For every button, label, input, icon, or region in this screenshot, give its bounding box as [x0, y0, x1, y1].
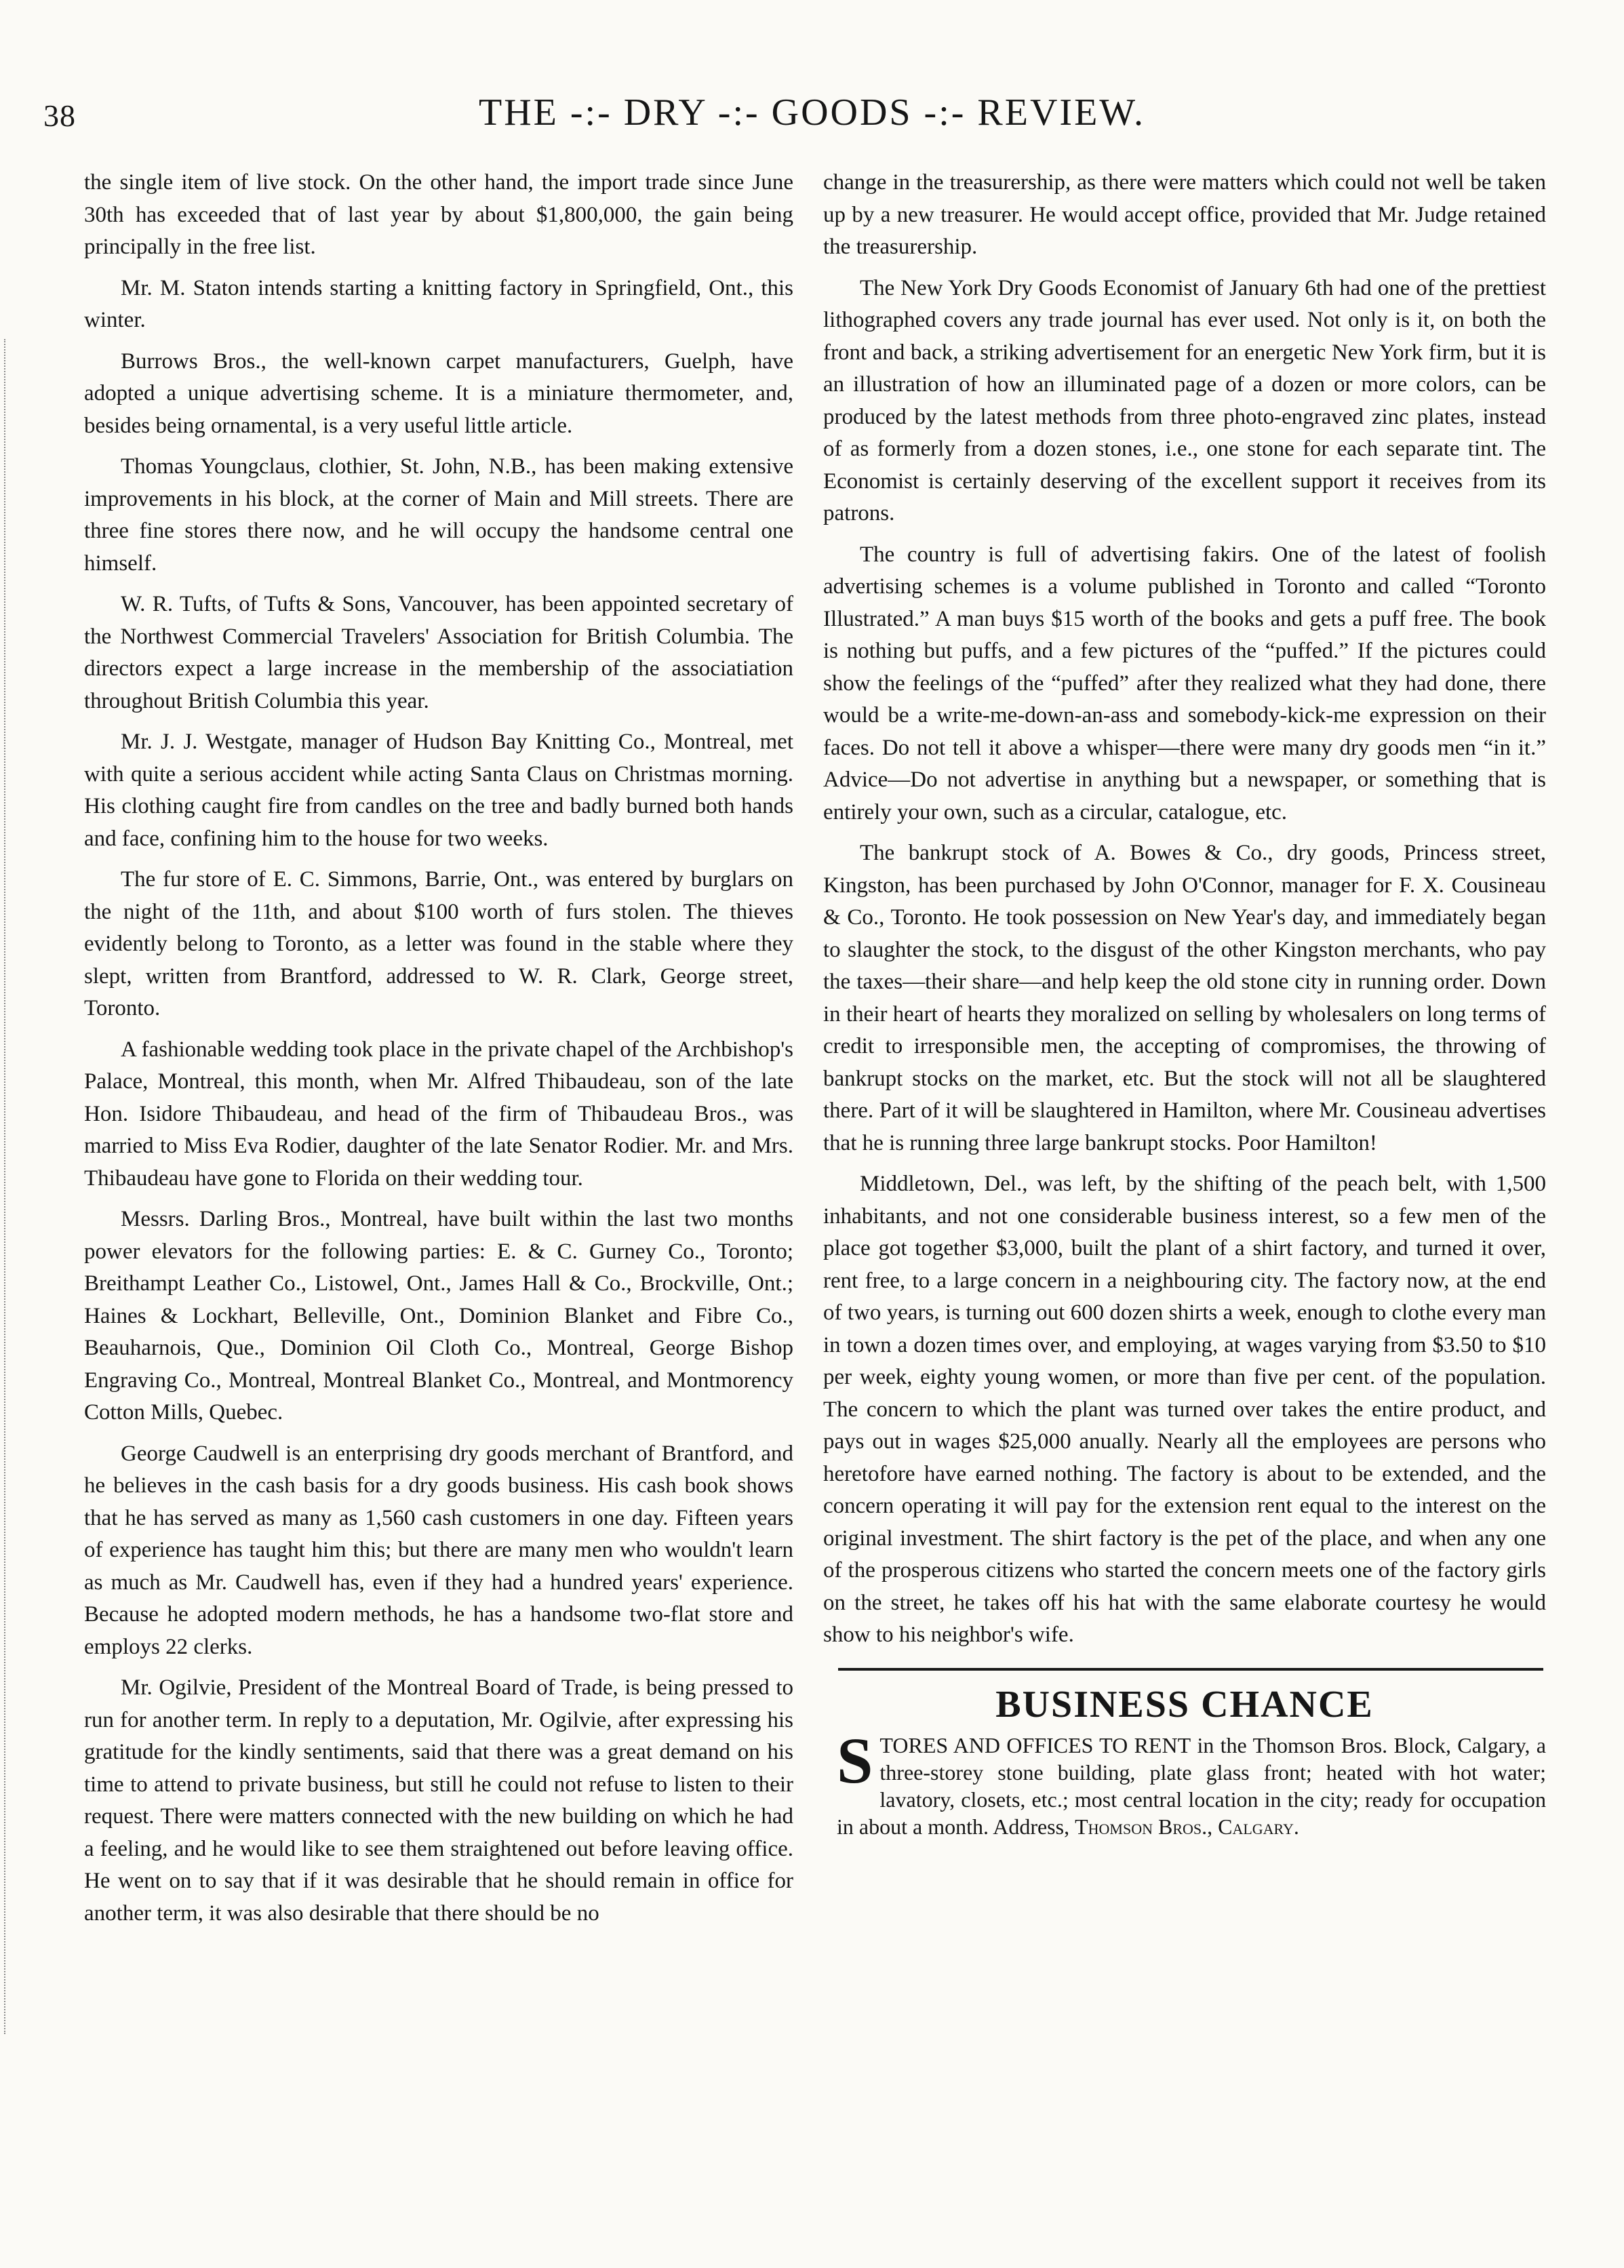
ad-text: in the Thomson Bros. Block, Calgary, a three-storey stone building, plate glass front; heated with hot water; lavatory, closets, etc.; most central location in the city; ready for occupation in about a month. Address, — [837, 1732, 1547, 1839]
paragraph-wedding: A fashionable wedding took place in the private chapel of the Archbishop's Palace, Montreal, this month, when Mr. Alfred Thibaudeau, son of the late Hon. Isidore Thibaudeau, and head of the firm of Thibaudeau Bros., was married to Miss Eva Rodier, daughter of the late Senator Rodier. Mr. and Mrs. Thibaudeau have gone to Florida on their wedding tour. — [84, 1037, 793, 1191]
paragraph-simmons: The fur store of E. C. Simmons, Barrie, Ont., was entered by burglars on the night of the 11th, and about $100 worth of furs stolen. The thieves evidently belong to Toronto, as a letter was found in the stable where they slept, written from Brantford, addressed to W. R. Clark, George street, Toronto. — [84, 867, 793, 1020]
paragraph-burrows: Burrows Bros., the well-known carpet manufacturers, Guelph, have adopted a unique advertising scheme. It is a miniature thermometer, and, besides being ornamental, is a very useful little article. — [84, 349, 793, 438]
business-chance-ad — [823, 1684, 1546, 1840]
paragraph-import-trade: the single item of live stock. On the other hand, the import trade since June 30th has exceeded that of last year by about $1,800,000, the gain being principally in the free list. — [84, 170, 793, 259]
paragraph-youngclaus: Thomas Youngclaus, clothier, St. John, N.B., has been making extensive improvements in his block, at the corner of Main and Mill streets. There are three fine stores there now, and he will occupy the handsome central one himself. — [84, 454, 793, 576]
ad-address: Thomson Bros., Calgary. — [1075, 1814, 1299, 1839]
paragraph-economist: The New York Dry Goods Economist of January 6th had one of the prettiest lithographed covers any trade journal has ever used. Not only is it, on both the front and back, a striking advertisement for an energetic New York firm, but it is an illustration of how an illuminated page of a dozen or more colors, can be produced by the latest methods from three photo-engraved zinc plates, instead of as formerly from a dozen stones, i.e., one stone for each separate tint. The Economist is certainly deserving of the excellent support it receives from its patrons. — [823, 275, 1546, 525]
paragraph-fakirs: The country is full of advertising fakirs. One of the latest of foolish advertising schemes is a volume published in Toronto and called “Toronto Illustrated.” A man buys $15 worth of the books and gets a puff free. The book is nothing but puffs, and a few pictures of the “puffed.” If the pictures could show the feelings of the “puffed” after they realized what they had done, there would be a write-me-down-an-ass and somebody-kick-me expression on their faces. Do not tell it above a whisper—there were many dry goods men “in it.” Advice—Do not advertise in anything but a newspaper, or something that is entirely your own, such as a circular, catalogue, etc. — [823, 542, 1546, 824]
paragraph-tufts: W. R. Tufts, of Tufts & Sons, Vancouver, has been appointed secretary of the Northwest Commercial Travelers' Association for British Columbia. The directors expect a large increase in the membership of the associatiation throughout British Columbia this year. — [84, 592, 793, 713]
ad-lead: TORES AND OFFICES TO RENT — [879, 1732, 1191, 1757]
ad-body — [823, 1724, 1547, 1840]
right-column — [823, 167, 1546, 1840]
paragraph-treasurership: change in the treasurership, as there were matters which could not well be taken up by a new treasurer. He would accept office, provided that Mr. Judge retained the treasurership. — [823, 170, 1546, 259]
section-divider — [838, 1668, 1543, 1671]
paragraph-caudwell: George Caudwell is an enterprising dry goods merchant of Brantford, and he believes in the cash basis for a dry goods business. His cash book shows that he has served as many as 1,560 cash customers in one day. Fifteen years of experience has taught him this; but there are many men who wouldn't learn as much as Mr. Caudwell has, even if they had a hundred years' experience. Because he adopted modern methods, he has a handsome two-flat store and employs 22 clerks. — [84, 1441, 793, 1659]
page-number: 38 — [43, 98, 76, 133]
paragraph-bowes-stock: The bankrupt stock of A. Bowes & Co., dry goods, Princess street, Kingston, has been purchased by John O'Connor, manager for F. X. Cousineau & Co., Toronto. He took possession on New Year's day, and immediately began to slaughter the stock, to the disgust of the other Kingston merchants, who pay the taxes—their share—and help keep the old stone city in running order. Down in their heart of hearts they moralized on selling by wholesalers on long terms of credit to irresponsible men, the accepting of compromises, the throwing of bankrupt stocks on the market, etc. But the stock will not all be slaughtered there. Part of it will be slaughtered in Hamilton, where Mr. Cousineau advertises that he is running three large bankrupt stocks. Poor Hamilton! — [823, 841, 1546, 1155]
paragraph-westgate: Mr. J. J. Westgate, manager of Hudson Bay Knitting Co., Montreal, met with quite a serious accident while acting Santa Claus on Christmas morning. His clothing caught fire from candles on the tree and badly burned both hands and face, confining him to the house for two weeks. — [84, 730, 793, 851]
paragraph-darling-bros: Messrs. Darling Bros., Montreal, have built within the last two months power elevators for the following parties: E. & C. Gurney Co., Toronto; Breithampt Leather Co., Listowel, Ont., James Hall & Co., Brockville, Ont.; Haines & Lockhart, Belleville, Ont., Dominion Blanket and Fibre Co., Beauharnois, Que., Dominion Oil Cloth Co., Montreal, George Bishop Engraving Co., Montreal, Montreal Blanket Co., Montreal, and Montmorency Cotton Mills, Quebec. — [84, 1207, 793, 1425]
paragraph-middletown: Middletown, Del., was left, by the shifting of the peach belt, with 1,500 inhabitants, and not one considerable business interest, so a few men of the place got together $3,000, built the plant of a shirt factory, and turned it over, rent free, to a large concern in a neighbouring city. The factory now, at the end of two years, is turning out 600 dozen shirts a week, enough to clothe every man in town a dozen times over, and employing, at wages varying from $3.50 to $10 per week, eighty young women, or more than five per cent. of the population. The concern to which the plant was turned over takes the entire product, and pays out in wages $25,000 anually. Nearly all the employees are persons who heretofore have earned nothing. The factory is about to be extended, and the concern operating it will pay for the extension rent equal to the interest on the original investment. The shirt factory is the pet of the place, and when any one of the prosperous citizens who started the concern meets one of the factory girls on the street, he takes off his hat with the same elaborate courtesy he would show to his neighbor's wife. — [823, 1172, 1546, 1647]
left-column — [84, 167, 793, 1938]
ad-drop-cap: S — [837, 1724, 873, 1797]
scan-edge-dots — [4, 339, 9, 2034]
paragraph-staton: Mr. M. Staton intends starting a knitting factory in Springfield, Ont., this winter. — [84, 275, 793, 332]
masthead-title: THE -:- DRY -:- GOODS -:- REVIEW. — [479, 92, 1145, 134]
ad-heading: BUSINESS CHANCE — [995, 1683, 1374, 1726]
paragraph-ogilvie: Mr. Ogilvie, President of the Montreal Board of Trade, is being pressed to run for another term. In reply to a deputation, Mr. Ogilvie, after expressing his gratitude for the kindly sentiments, said that there was a great demand on his time to attend to private business, but still he could not refuse to listen to their request. There were matters connected with the new building on which he had a feeling, and he would like to see them straightened out before leaving office. He went on to say that if it was desirable that he should remain in office for another term, it was also desirable that there should be no — [84, 1675, 793, 1926]
